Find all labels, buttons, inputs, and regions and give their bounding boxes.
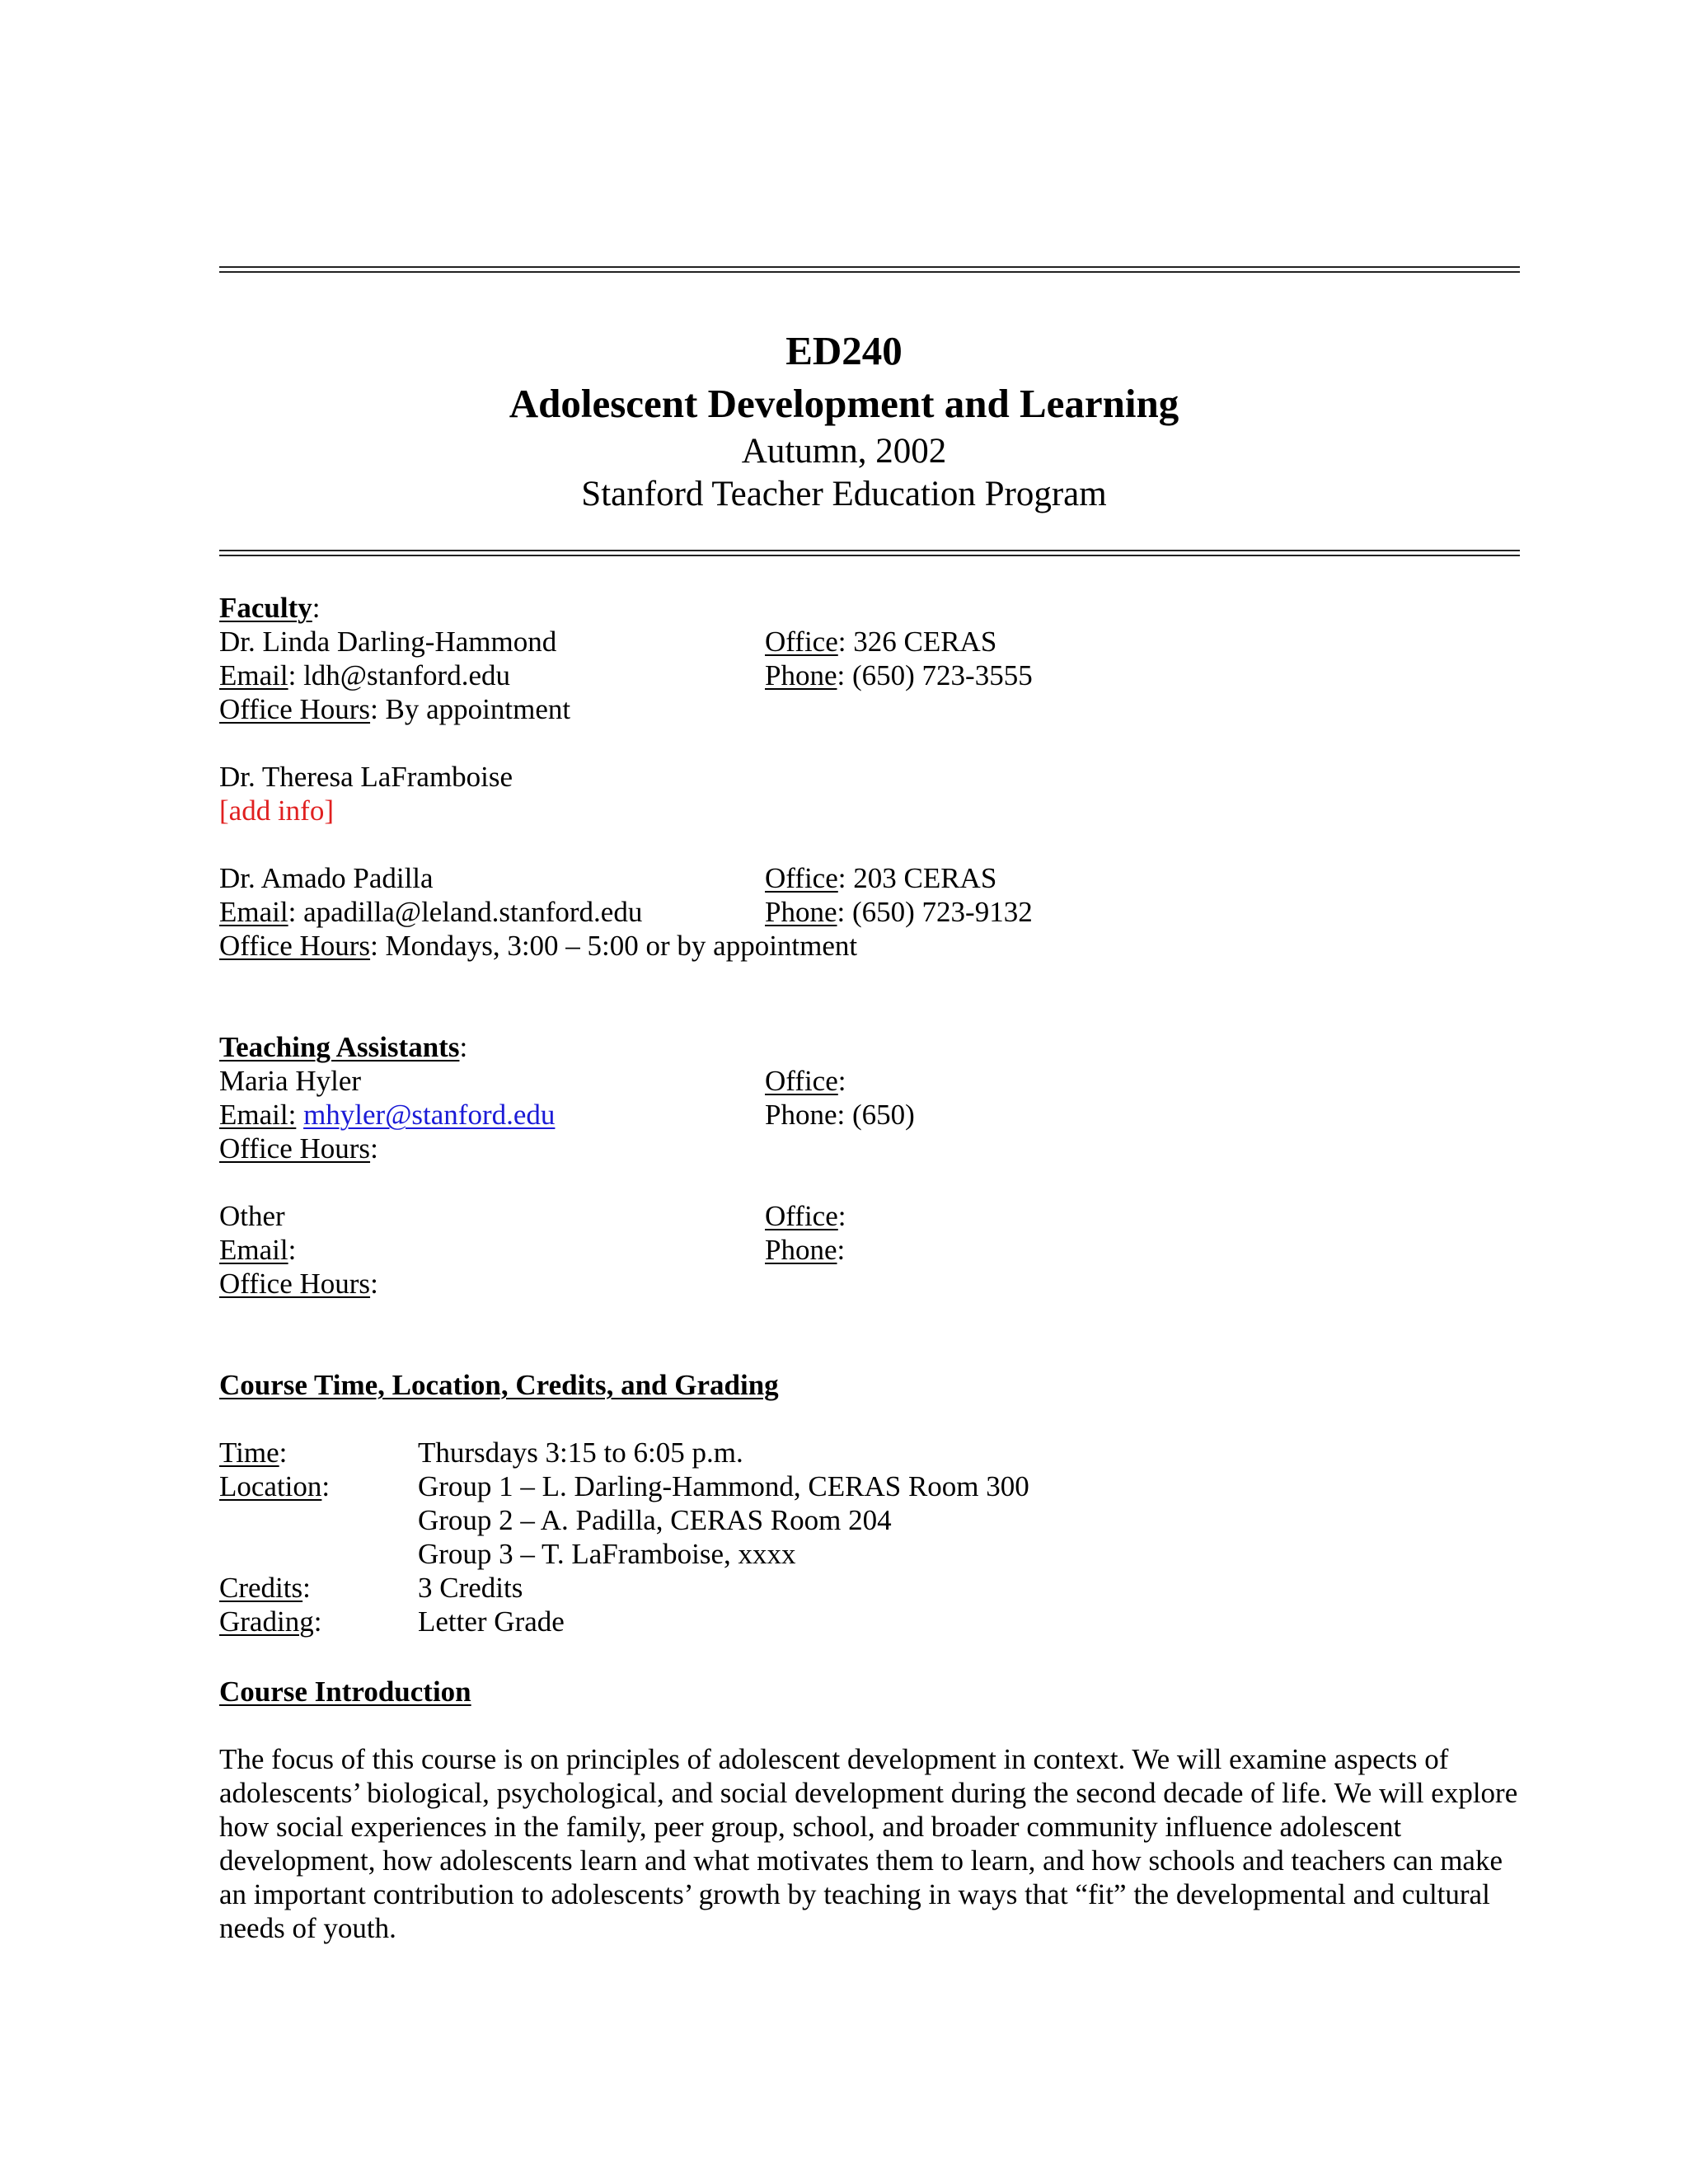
ta-1-office-hours: Office Hours: bbox=[219, 1132, 378, 1165]
intro-heading: Course Introduction bbox=[219, 1675, 471, 1708]
ta-2-office: Office: bbox=[765, 1200, 846, 1232]
ta-1-email: Email: mhyler@stanford.edu bbox=[219, 1099, 556, 1131]
faculty-3-office-hours: Office Hours: Mondays, 3:00 – 5:00 or by appointment bbox=[219, 930, 858, 962]
faculty-1-email: Email: ldh@stanford.edu bbox=[219, 659, 510, 691]
faculty-1-phone: Phone: (650) 723-3555 bbox=[765, 659, 1033, 691]
faculty-1-office: Office: 326 CERAS bbox=[765, 626, 997, 658]
header-bottom-rule bbox=[219, 550, 1520, 556]
faculty-3-phone: Phone: (650) 723-9132 bbox=[765, 896, 1033, 928]
location-label: Location: bbox=[219, 1470, 331, 1502]
location-group-3: Group 3 – T. LaFramboise, xxxx bbox=[418, 1538, 796, 1570]
program-name: Stanford Teacher Education Program bbox=[581, 475, 1107, 513]
ta-2-phone: Phone: bbox=[765, 1234, 846, 1266]
faculty-1-name: Dr. Linda Darling-Hammond bbox=[219, 626, 557, 658]
ta-1-name: Maria Hyler bbox=[219, 1065, 362, 1097]
faculty-1-office-hours: Office Hours: By appointment bbox=[219, 693, 571, 725]
grading-value: Letter Grade bbox=[418, 1605, 565, 1638]
title-block bbox=[0, 325, 1688, 516]
location-group-2: Group 2 – A. Padilla, CERAS Room 204 bbox=[418, 1504, 892, 1536]
grading-label: Grading: bbox=[219, 1605, 322, 1638]
faculty-2-name: Dr. Theresa LaFramboise bbox=[219, 761, 513, 793]
ta-2-email: Email: bbox=[219, 1234, 297, 1266]
faculty-3-name: Dr. Amado Padilla bbox=[219, 862, 434, 894]
faculty-2-note: [add info] bbox=[219, 794, 334, 827]
ta-2-office-hours: Office Hours: bbox=[219, 1268, 378, 1300]
ta-heading: Teaching Assistants: bbox=[219, 1031, 468, 1063]
ta-1-email-link[interactable]: mhyler@stanford.edu bbox=[303, 1099, 556, 1131]
ta-2-name: Other bbox=[219, 1200, 285, 1232]
faculty-3-office: Office: 203 CERAS bbox=[765, 862, 997, 894]
course-code: ED240 bbox=[785, 328, 903, 373]
credits-value: 3 Credits bbox=[418, 1572, 523, 1604]
time-value: Thursdays 3:15 to 6:05 p.m. bbox=[418, 1436, 743, 1469]
faculty-3-email: Email: apadilla@leland.stanford.edu bbox=[219, 896, 643, 928]
credits-label: Credits: bbox=[219, 1572, 311, 1604]
ta-1-phone: Phone: (650) bbox=[765, 1099, 915, 1131]
location-group-1: Group 1 – L. Darling-Hammond, CERAS Room 300 bbox=[418, 1470, 1029, 1502]
course-title: Adolescent Development and Learning bbox=[509, 381, 1179, 426]
course-info-heading: Course Time, Location, Credits, and Grading bbox=[219, 1369, 779, 1401]
time-label: Time: bbox=[219, 1436, 288, 1469]
course-term: Autumn, 2002 bbox=[741, 432, 947, 471]
intro-paragraph: The focus of this course is on principles of adolescent development in context. We will examine aspects of adolescents’ biological, psychological, and social development during the second decade of life. We will explore how social experiences in the family, peer group, school, and broader community influence adolescent development, how adolescents learn and what motivates them to learn, and how schools and teachers can make an important contribution to adolescents’ growth by teaching in ways that “fit” the developmental and cultural needs of youth. bbox=[219, 1743, 1518, 1944]
header-top-rule bbox=[219, 266, 1520, 273]
ta-1-office: Office: bbox=[765, 1065, 846, 1097]
faculty-heading: Faculty: bbox=[219, 592, 321, 624]
